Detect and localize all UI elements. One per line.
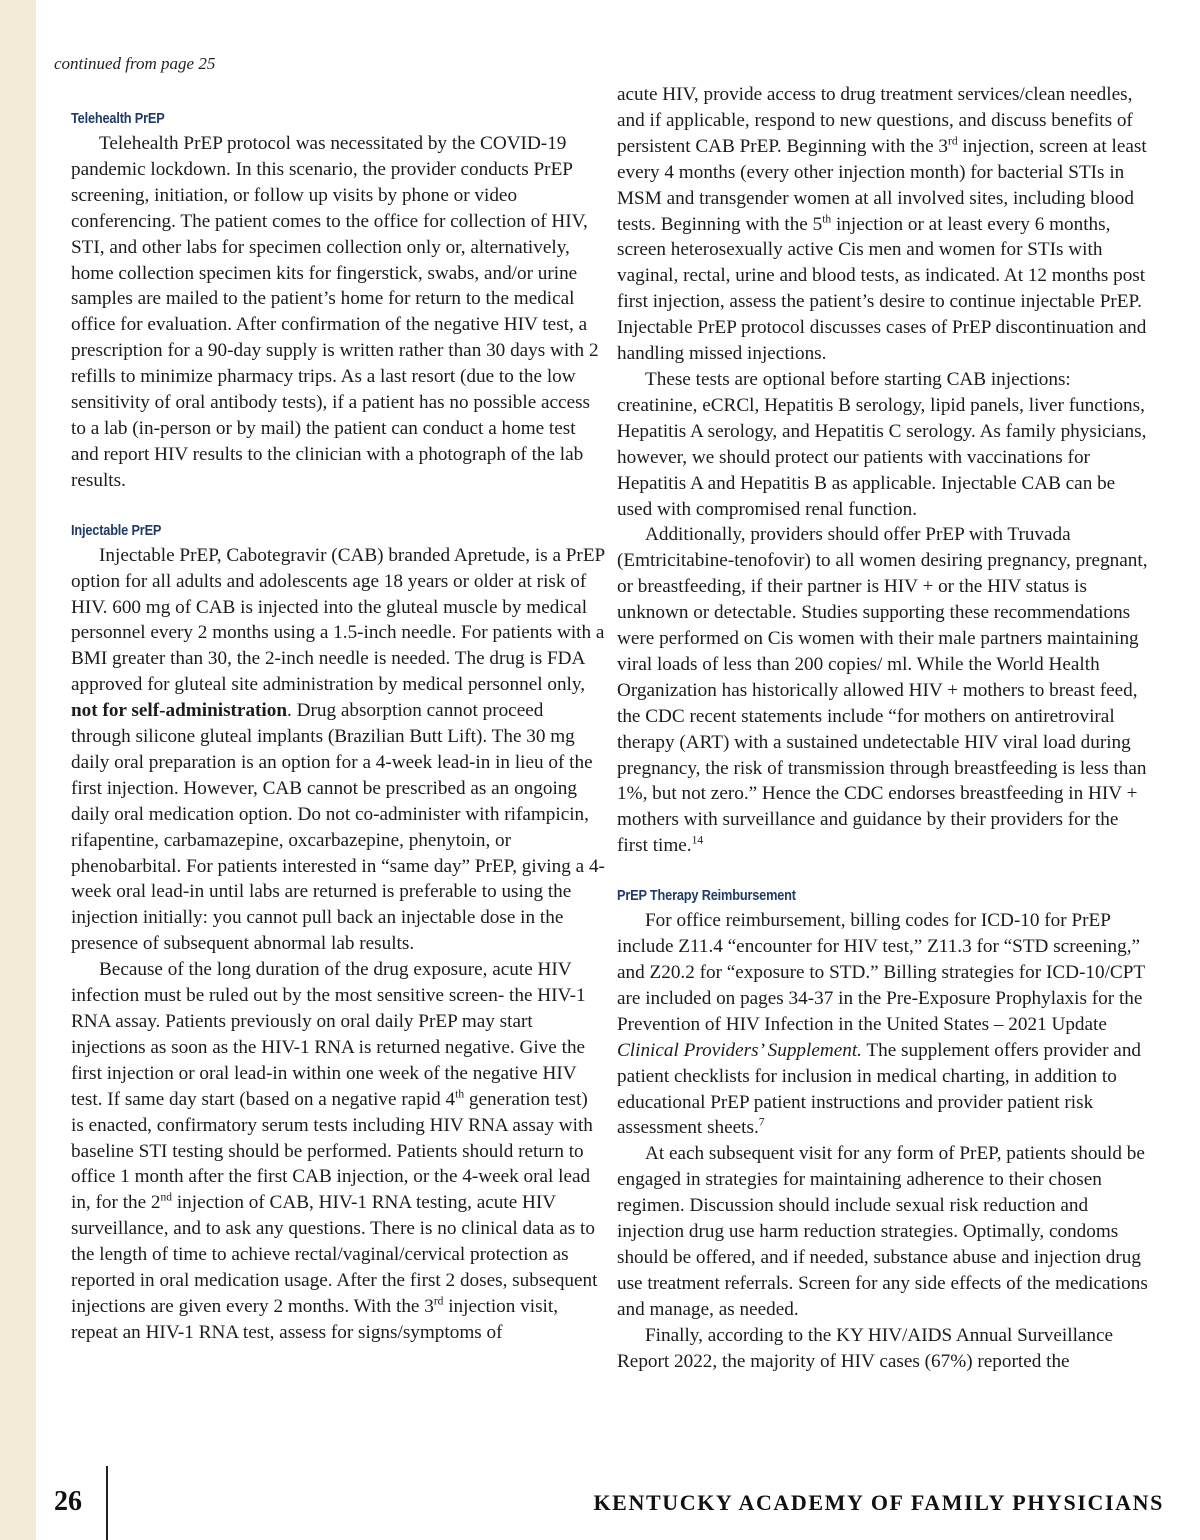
page-number: 26 <box>54 1486 82 1517</box>
section-heading-telehealth: Telehealth PrEP <box>71 111 165 127</box>
paragraph: At each subsequent visit for any form of PrEP, patients should be engaged in strategies for maintaining adherence to their chosen regimen. Discussion should include sexual risk reduction and injection drug use harm reduction strategies. Optimally, condoms should be offered, and if needed, substance abuse and injection drug use treatment referrals. Screen for any side effects of the medications and manage, as needed. <box>617 1143 1148 1320</box>
paragraph: acute HIV, provide access to drug treatment services/clean needles, and if applicable, respond to new questions, and discuss benefits of persistent CAB PrEP. Beginning with the 3rd injection, screen at least every 4 months (every other injection month) for bacterial STIs in MSM and transgender women at all involved sites, including blood tests. Beginning with the 5th injection or at least every 6 months, screen heterosexually active Cis men and women for STIs with vaginal, rectal, urine and blood tests, as indicated. At 12 months post first injection, assess the patient’s desire to continue injectable PrEP. Injectable PrEP protocol discusses cases of PrEP discontinuation and handling missed injections. <box>617 84 1147 365</box>
left-margin-band <box>0 0 36 1540</box>
continued-note: continued from page 25 <box>54 54 216 73</box>
paragraph: Additionally, providers should offer PrEP with Truvada (Emtricitabine-tenofovir) to all women desiring pregnancy, pregnant, or breastfeeding, if their partner is HIV + or the HIV status is unknown or detectable. Studies supporting these recommendations were performed on Cis women with their male partners maintaining viral loads of less than 200 copies/ ml. While the World Health Organization has historically allowed HIV + mothers to breast feed, the CDC recent statements include “for mothers on antiretroviral therapy (ART) with a sustained undetectable HIV viral load during pregnancy, the risk of transmission through breastfeeding is less than 1%, but not zero.” Hence the CDC endorses breastfeeding in HIV + mothers with surveillance and guidance by their providers for the first time.$^{14}$ <box>617 524 1148 857</box>
paragraph: Injectable PrEP, Cabotegravir (CAB) branded Apretude, is a PrEP option for all adults and adolescents age 18 years or older at risk of HIV. 600 mg of CAB is injected into the gluteal muscle by medical personnel every 2 months using a 1.5-inch needle. For patients with a BMI greater than 30, the 2-inch needle is needed. The drug is FDA approved for gluteal site administration by medical personnel only, not for self-administration. Drug absorption cannot proceed through silicone gluteal implants (Brazilian Butt Lift). The 30 mg daily oral preparation is an option for a 4-week lead-in in lieu of the first injection. However, CAB cannot be prescribed as an ongoing daily oral medication option. Do not co-administer with rifampicin, rifapentine, carbamazepine, oxcarbazepine, phenytoin, or phenobarbital. For patients interested in “same day” PrEP, giving a 4-week oral lead-in until labs are returned is preferable to using the injection initially: you cannot pull back an injectable dose in the presence of subsequent abnormal lab results. <box>71 544 605 955</box>
section-heading-injectable: Injectable PrEP <box>71 522 162 539</box>
footer-divider <box>106 1466 108 1540</box>
citation: 7 <box>758 1117 765 1130</box>
paragraph: These tests are optional before starting CAB injections: creatinine, eCRCl, Hepatitis B serology, lipid panels, liver functions, Hepatitis A serology, and Hepatitis C serology. As family physicians, however, we should protect our patients with vaccinations for Hepatitis A and Hepatitis B as applicable. Injectable CAB can be used with compromised renal function. <box>617 368 1147 520</box>
bold-emphasis: not for self-administration <box>71 700 288 722</box>
italic-title: Clinical Providers’ Supplement. <box>617 1039 862 1061</box>
citation: 14 <box>691 834 704 847</box>
paragraph: Because of the long duration of the drug exposure, acute HIV infection must be ruled out by the most sensitive screen- the HIV-1 RNA assay. Patients previously on oral daily PrEP may start injections as soon as the HIV-1 RNA is returned negative. Give the first injection or oral lead-in within one week of the negative HIV test. If same day start (based on a negative rapid 4th generation test) is enacted, confirmatory serum tests including HIV RNA assay with baseline STI testing should be performed. Patients should return to office 1 month after the first CAB injection, or the 4-week oral lead in, for the 2nd injection of CAB, HIV-1 RNA testing, acute HIV surveillance, and to ask any questions. There is no clinical data as to the length of time to achieve rectal/vaginal/cervical protection as reported in oral medication usage. After the first 2 doses, subsequent injections are given every 2 months. With the 3rd injection visit, repeat an HIV-1 RNA test, assess for signs/symptoms of <box>71 959 598 1343</box>
paragraph: Telehealth PrEP protocol was necessitated by the COVID-19 pandemic lockdown. In this scenario, the provider conducts PrEP screening, initiation, or follow up visits by phone or video conferencing. The patient comes to the office for collection of HIV, STI, and other labs for specimen collection only or, alternatively, home collection specimen kits for fingerstick, swabs, and/or urine samples are mailed to the patient’s home for return to the medical office for evaluation. After confirmation of the negative HIV test, a prescription for a 90-day supply is written rather than 30 days with 2 refills to minimize pharmacy trips. As a last resort (due to the low sensitivity of oral antibody tests), if a patient has no possible access to a lab (in-person or by mail) the patient can conduct a home test and report HIV results to the clinician with a photograph of the lab results. <box>71 133 599 491</box>
left-column <box>71 108 605 1346</box>
publication-name: KENTUCKY ACADEMY OF FAMILY PHYSICIANS <box>593 1490 1164 1515</box>
paragraph: Finally, according to the KY HIV/AIDS Annual Surveillance Report 2022, the majority of HIV cases (67%) reported the <box>617 1324 1114 1372</box>
right-column <box>617 82 1151 1375</box>
paragraph: For office reimbursement, billing codes for ICD-10 for PrEP include Z11.4 “encounter for HIV test,” Z11.3 for “STD screening,” and Z20.2 for “exposure to STD.” Billing strategies for ICD-10/CPT are included on pages 34-37 in the Pre-Exposure Prophylaxis for the Prevention of HIV Infection in the United States – 2021 Update Clinical Providers’ Supplement. The supplement offers provider and patient checklists for inclusion in medical charting, in addition to educational PrEP patient instructions and provider patient risk assessment sheets.$^7$ <box>617 910 1145 1139</box>
section-heading-reimbursement: PrEP Therapy Reimbursement <box>617 888 796 905</box>
